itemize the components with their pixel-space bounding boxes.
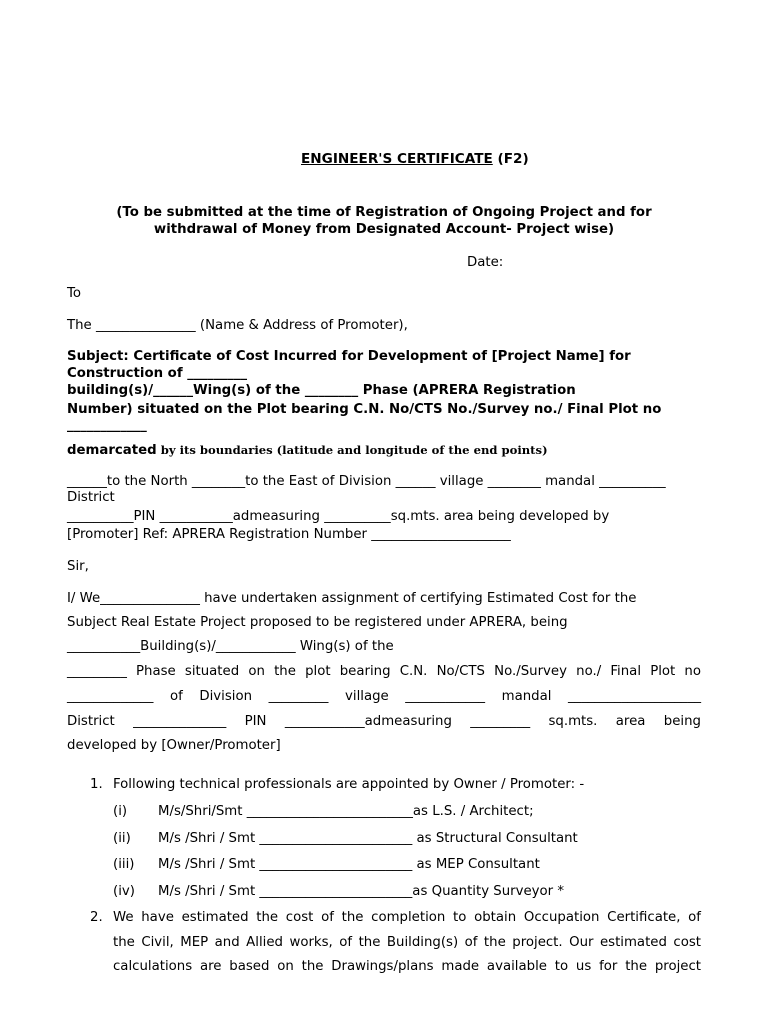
subject-line: Subject: Certificate of Cost Incurred for Development of [Project Name] for	[67, 349, 631, 364]
sub-item-number: (ii)	[113, 831, 131, 846]
to-label: To	[67, 286, 81, 301]
sub-item-text: M/s /Shri / Smt _______________________as Quantity Surveyor *	[158, 884, 565, 899]
sub-item-number: (iv)	[113, 884, 135, 899]
body-line: developed by [Owner/Promoter]	[67, 738, 281, 753]
sub-item-text: M/s /Shri / Smt _______________________ as Structural Consultant	[158, 831, 578, 846]
body-line: Subject Real Estate Project proposed to be registered under APRERA, being	[67, 615, 568, 630]
sub-item-text: M/s /Shri / Smt _______________________ as MEP Consultant	[158, 857, 540, 872]
boundary-line: District	[67, 490, 115, 505]
list-item-text: calculations are based on the Drawings/plans made available to us for the project	[113, 959, 701, 974]
subject-line: Number) situated on the Plot bearing C.N. No/CTS No./Survey no./ Final Plot no	[67, 402, 662, 417]
demarcated-rest: by its boundaries (latitude and longitude of the end points)	[156, 443, 548, 457]
list-item-number: 2.	[90, 910, 103, 925]
subtitle-line-2: withdrawal of Money from Designated Account- Project wise)	[153, 222, 615, 237]
date-label: Date:	[467, 255, 504, 270]
subject-line: ____________	[67, 418, 147, 433]
list-item-text: We have estimated the cost of the completion to obtain Occupation Certificate, of	[113, 910, 701, 925]
sub-item-number: (i)	[113, 804, 128, 819]
boundary-line: [Promoter] Ref: APRERA Registration Number _____________________	[67, 527, 511, 542]
body-line: ___________Building(s)/____________ Wing(s) of the	[67, 639, 394, 654]
boundary-line: ______to the North ________to the East of Division ______ village ________ mandal __________	[67, 474, 666, 489]
demarcated-line	[67, 443, 548, 458]
sub-item-number: (iii)	[113, 857, 135, 872]
subject-line: building(s)/______Wing(s) of the ________ Phase (APRERA Registration	[67, 383, 576, 398]
body-line: _________ Phase situated on the plot bearing C.N. No/CTS No./Survey no./ Final Plot no	[67, 664, 701, 679]
body-line: _____________ of Division _________ village ____________ mandal ____________________	[67, 689, 701, 704]
promoter-line: The _______________ (Name & Address of Promoter),	[67, 318, 408, 333]
list-item-text: the Civil, MEP and Allied works, of the Building(s) of the project. Our estimated cost	[113, 935, 701, 950]
demarcated-bold: demarcated	[67, 443, 157, 458]
body-line: District ______________ PIN ____________admeasuring _________ sq.mts. area being	[67, 714, 701, 729]
document-title	[301, 151, 529, 167]
list-item-text: Following technical professionals are appointed by Owner / Promoter: -	[113, 777, 585, 792]
subject-line: Construction of _________	[67, 366, 248, 381]
title-suffix: (F2)	[492, 151, 529, 167]
body-line: I/ We_______________ have undertaken assignment of certifying Estimated Cost for the	[67, 591, 637, 606]
list-item-number: 1.	[90, 777, 103, 792]
title-underlined: ENGINEER'S CERTIFICATE	[301, 151, 493, 167]
sub-item-text: M/s/Shri/Smt _________________________as L.S. / Architect;	[158, 804, 534, 819]
salutation: Sir,	[67, 559, 89, 574]
subtitle-line-1: (To be submitted at the time of Registration of Ongoing Project and for	[116, 205, 652, 220]
boundary-line: __________PIN ___________admeasuring __________sq.mts. area being developed by	[67, 509, 610, 524]
